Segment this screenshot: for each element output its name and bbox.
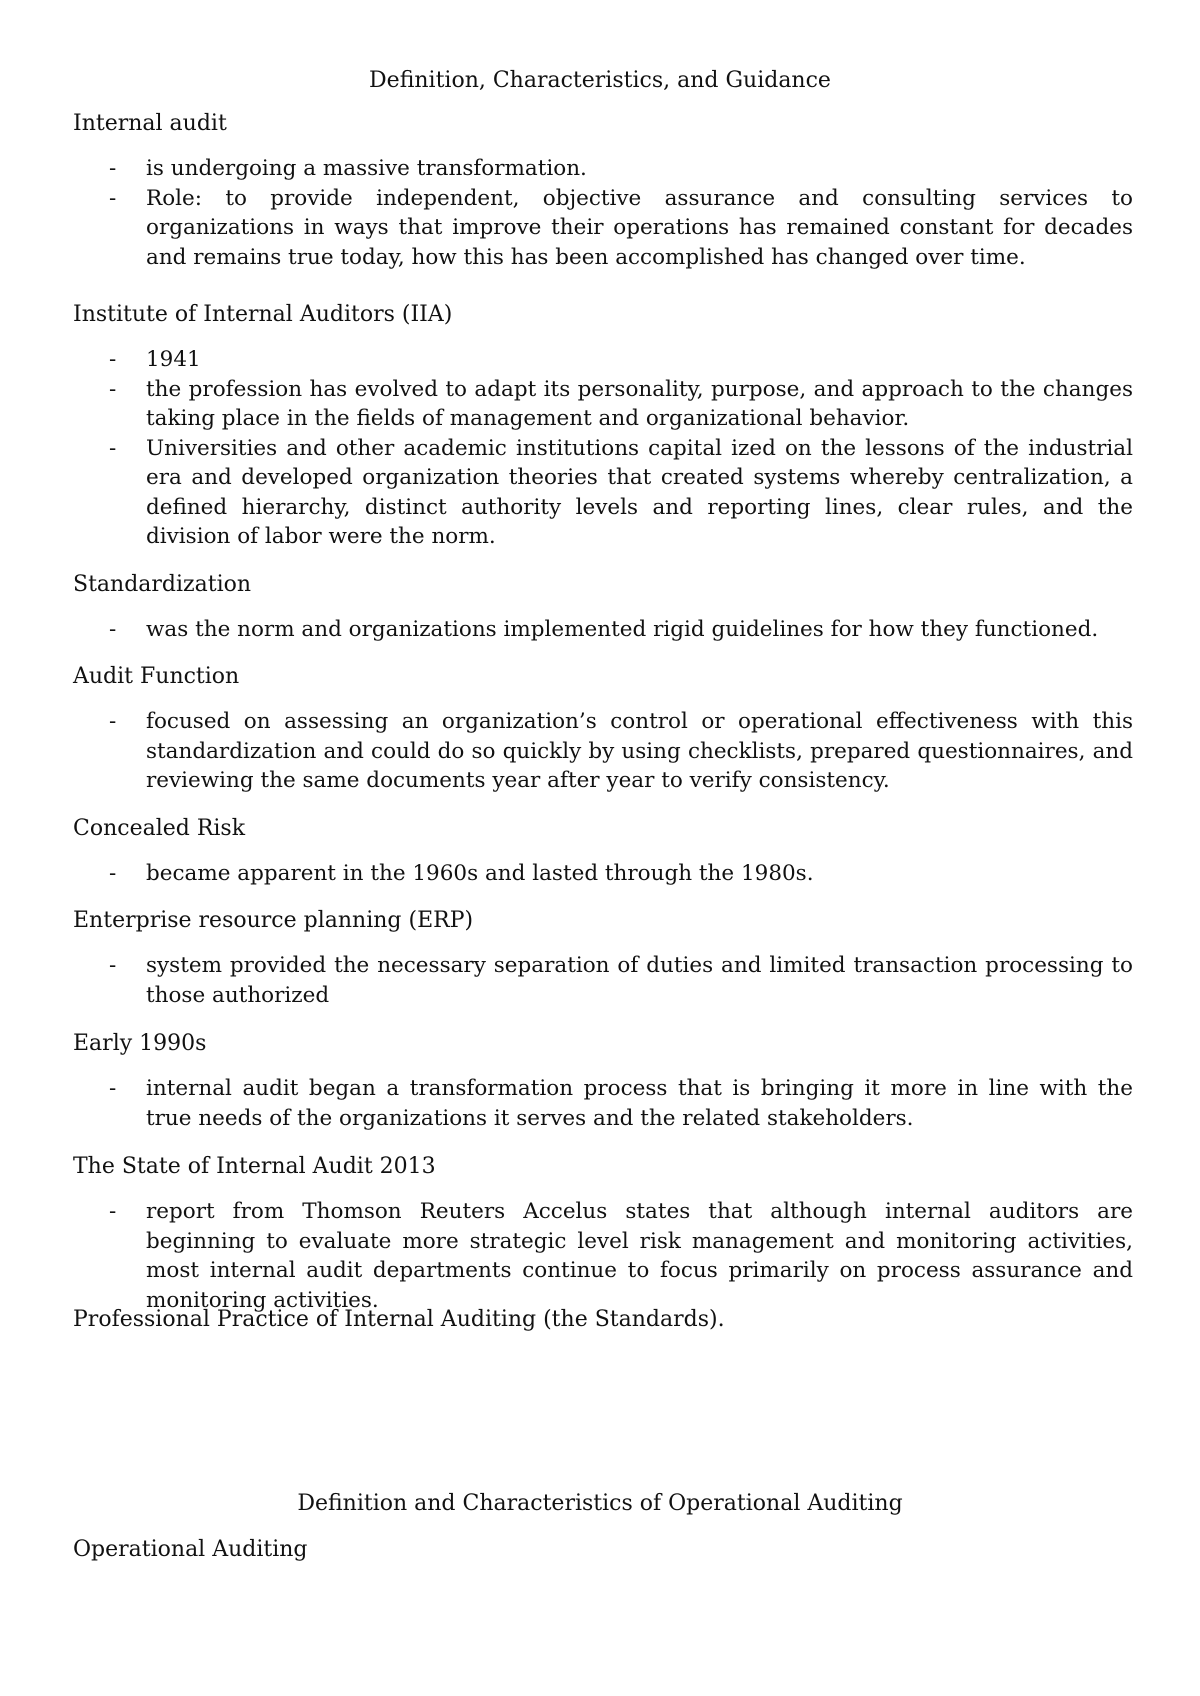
bullet-text: became apparent in the 1960s and lasted through the 1980s.	[146, 861, 814, 886]
bullet-text: was the norm and organizations implemented rigid guidelines for how they functioned.	[146, 617, 1099, 642]
bullet-dash: -	[109, 347, 117, 372]
bullet-list	[73, 1074, 1133, 1133]
section-standardization	[73, 570, 1133, 645]
bullet-dash: -	[109, 861, 117, 886]
bullet-item	[73, 615, 1133, 645]
section-iia	[73, 300, 1133, 552]
bullet-dash: -	[109, 376, 117, 402]
section-title: Concealed Risk	[73, 816, 246, 841]
section-erp	[73, 906, 1133, 1010]
bullet-dash: -	[109, 709, 117, 734]
bullet-item	[73, 375, 1133, 434]
bullet-item	[73, 1197, 1133, 1315]
section-professional-practice	[73, 1305, 1133, 1335]
section-title: Audit Function	[73, 664, 240, 689]
bullet-item	[73, 345, 1133, 375]
bullet-text: the profession has evolved to adapt its personality, purpose, and approach to the changes taking place in the fields of management and organizational behavior.	[146, 376, 1133, 431]
page-heading-operational: Definition and Characteristics of Operational Auditing	[297, 1491, 903, 1516]
bullet-text: focused on assessing an organization’s control or operational effectiveness with this standardization and could do so quickly by using checklists, prepared questionnaires, and reviewing the same documents year after year to verify consistency.	[146, 709, 1133, 793]
bullet-list	[73, 1197, 1133, 1315]
page-heading: Definition, Characteristics, and Guidance	[369, 68, 831, 93]
section-title: Internal audit	[73, 111, 227, 136]
section-title: Early 1990s	[73, 1031, 207, 1056]
section-title: Institute of Internal Auditors (IIA)	[73, 302, 453, 327]
bullet-dash: -	[109, 156, 117, 181]
bullet-list	[73, 951, 1133, 1010]
bullet-dash: -	[109, 435, 117, 461]
bullet-text: Role: to provide independent, objective assurance and consulting services to organizations in ways that improve their operations has remained constant for decades and remains true today, how this has been accomplished has changed over time.	[146, 185, 1133, 270]
section-operational-auditing	[73, 1535, 1133, 1565]
bullet-text: 1941	[146, 347, 201, 372]
bullet-item	[73, 951, 1133, 1010]
bullet-text: system provided the necessary separation of duties and limited transaction processing to those authorized	[146, 953, 1133, 1008]
bullet-text: is undergoing a massive transformation.	[146, 156, 587, 181]
bullet-dash: -	[109, 953, 117, 978]
section-internal-audit	[73, 109, 1133, 272]
bullet-dash: -	[109, 185, 117, 211]
section-title: Standardization	[73, 572, 252, 597]
bullet-text: Universities and other academic institutions capital ized on the lessons of the industrial era and developed organization theories that created systems whereby centralization, a defined hierarchy, distinct authority levels and reporting lines, clear rules, and the division of labor were the norm.	[146, 435, 1133, 549]
bullet-dash: -	[109, 1076, 117, 1101]
bullet-item	[73, 707, 1133, 796]
bullet-list	[73, 345, 1133, 552]
bullet-item	[73, 859, 1133, 889]
bullet-item	[73, 434, 1133, 552]
bullet-dash: -	[109, 617, 117, 642]
bullet-dash: -	[109, 1199, 117, 1224]
bullet-text: report from Thomson Reuters Accelus states that although internal auditors are beginning to evaluate more strategic level risk management and monitoring activities, most internal audit departments continue to focus primarily on process assurance and monitoring activities.	[146, 1199, 1133, 1313]
section-concealed-risk	[73, 814, 1133, 889]
section-early-1990s	[73, 1029, 1133, 1133]
bullet-list	[73, 859, 1133, 889]
section-title: The State of Internal Audit 2013	[73, 1154, 436, 1179]
bullet-list	[73, 615, 1133, 645]
bullet-item	[73, 154, 1133, 184]
bullet-item	[73, 184, 1133, 273]
section-title: Operational Auditing	[73, 1537, 308, 1562]
bullet-list	[73, 707, 1133, 796]
section-audit-function	[73, 662, 1133, 796]
bullet-list	[73, 154, 1133, 272]
section-title: Enterprise resource planning (ERP)	[73, 908, 474, 933]
section-state-internal-audit-2013	[73, 1152, 1133, 1315]
bullet-item	[73, 1074, 1133, 1133]
section-title: Professional Practice of Internal Auditing (the Standards).	[73, 1307, 725, 1332]
bullet-text: internal audit began a transformation process that is bringing it more in line with the true needs of the organizations it serves and the related stakeholders.	[146, 1076, 1133, 1131]
